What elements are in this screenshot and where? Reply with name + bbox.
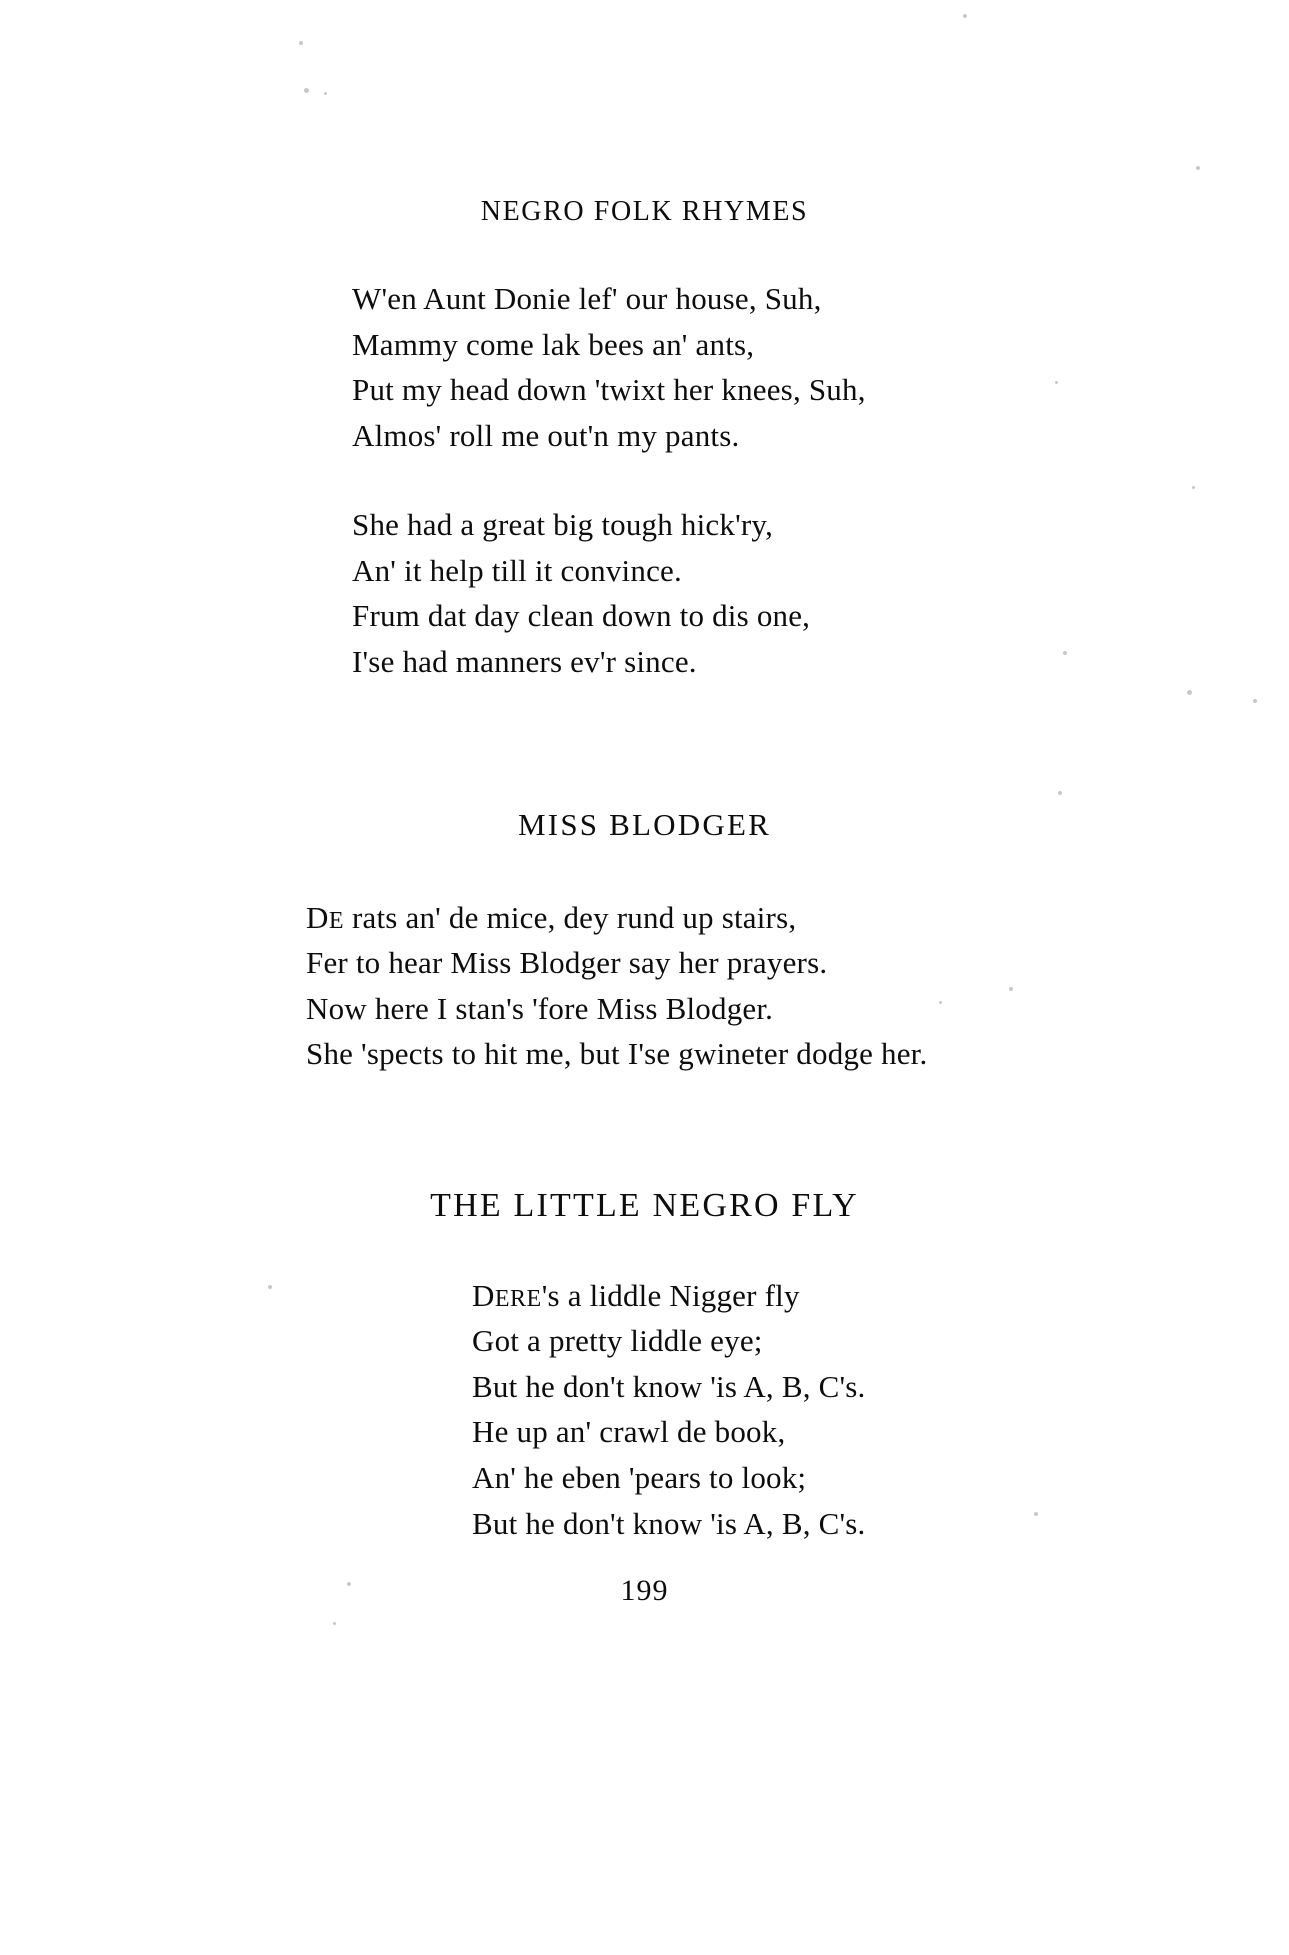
- verse-line: She 'spects to hit me, but I'se gwineter dodge her.: [306, 1036, 928, 1072]
- stanza: [306, 895, 1289, 1077]
- verse-line: DE rats an' de mice, dey rund up stairs,: [306, 899, 797, 935]
- small-caps-word: DE: [306, 899, 345, 935]
- verse-line: He up an' crawl de book,: [472, 1414, 786, 1450]
- poem-block-miss-blodger: [0, 807, 1289, 1077]
- verse-line: An' it help till it convince.: [352, 552, 682, 588]
- verse-line: Got a pretty liddle eye;: [472, 1323, 763, 1359]
- running-head: NEGRO FOLK RHYMES: [480, 196, 809, 227]
- scan-speck: [333, 1622, 336, 1625]
- verse-line: Fer to hear Miss Blodger say her prayers.: [306, 945, 828, 981]
- stanza: [352, 502, 1289, 684]
- stanza: [352, 276, 1289, 458]
- small-caps-word: DERE: [472, 1277, 542, 1313]
- verse-line: Almos' roll me out'n my pants.: [352, 417, 740, 453]
- verse-line: I'se had manners ev'r since.: [352, 643, 697, 679]
- verse-line: Put my head down 'twixt her knees, Suh,: [352, 372, 866, 408]
- page-number: 199: [620, 1574, 669, 1608]
- poem-title: MISS BLODGER: [518, 806, 771, 842]
- verse-line: Mammy come lak bees an' ants,: [352, 326, 755, 362]
- poem-block-little-negro-fly: [0, 1187, 1289, 1546]
- verse-line: DERE's a liddle Nigger fly: [472, 1277, 800, 1313]
- verse-line: An' he eben 'pears to look;: [472, 1460, 807, 1495]
- verse-line: But he don't know 'is A, B, C's.: [472, 1505, 866, 1541]
- poem-block-continuation: [0, 276, 1289, 685]
- verse-line: Now here I stan's 'fore Miss Blodger.: [306, 990, 774, 1026]
- verse-line: W'en Aunt Donie lef' our house, Suh,: [352, 281, 822, 316]
- poem-title: THE LITTLE NEGRO FLY: [430, 1186, 859, 1224]
- verse-line: Frum dat day clean down to dis one,: [352, 598, 811, 634]
- verse-line: She had a great big tough hick'ry,: [352, 507, 774, 543]
- stanza: [472, 1273, 1289, 1546]
- verse-line: But he don't know 'is A, B, C's.: [472, 1368, 866, 1404]
